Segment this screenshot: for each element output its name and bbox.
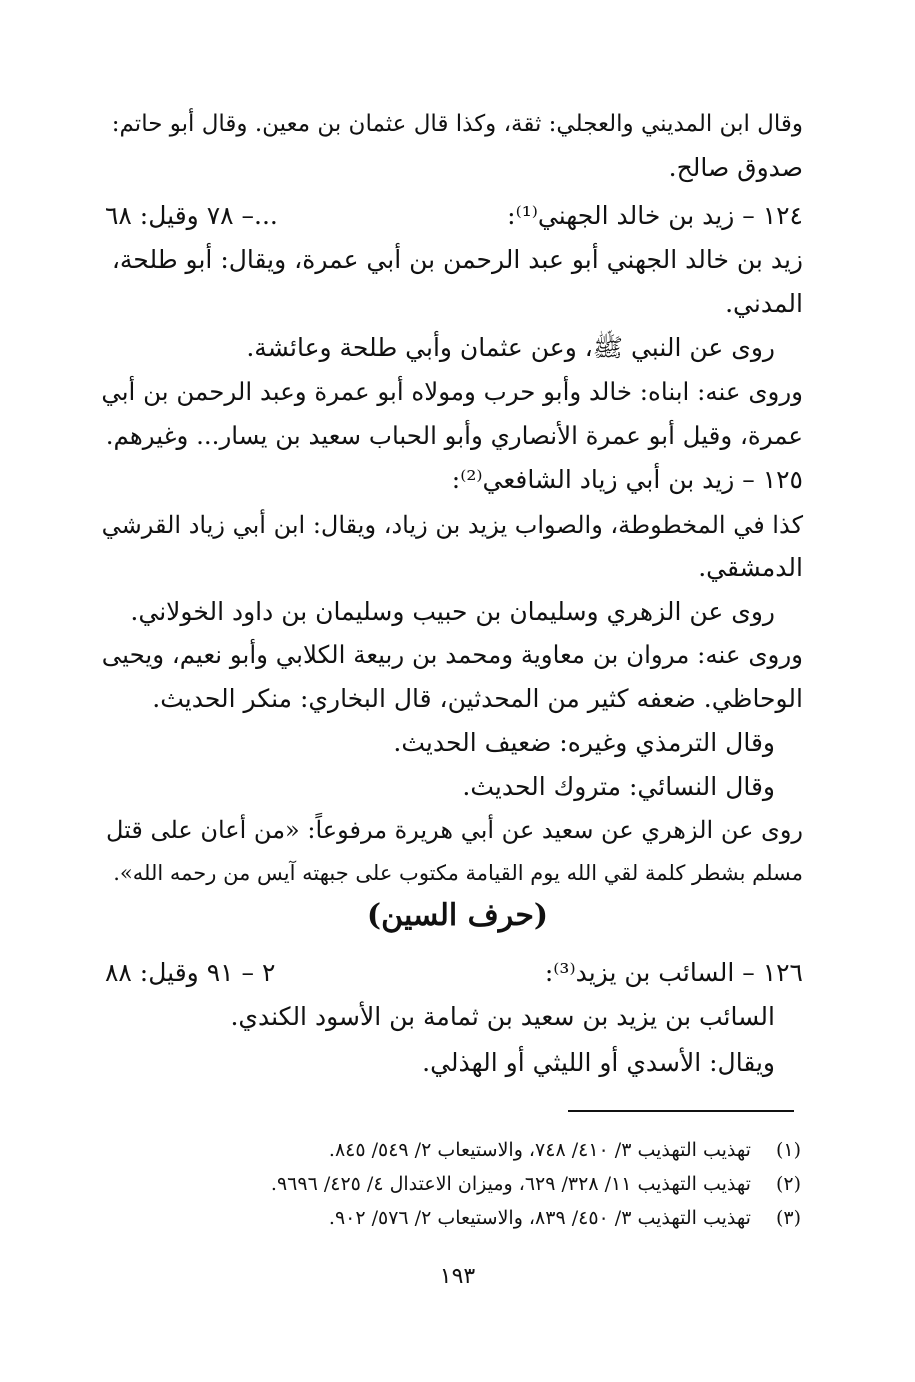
footnote-text: تهذيب التهذيب ١١/ ٣٢٨/ ٦٢٩، وميزان الاعتدال ٤/ ٤٢٥/ ٩٦٩٦. — [270, 1173, 751, 1195]
footnote — [329, 1203, 801, 1233]
section-heading: (حرف السين) — [366, 898, 549, 933]
body-line: عمرة، وقيل أبو عمرة الأنصاري وأبو الحباب سعيد بن يسار... وغيرهم. — [105, 421, 803, 450]
body-line: وروى عنه: مروان بن معاوية ومحمد بن ربيعة الكلابي وأبو نعيم، ويحيى — [101, 640, 803, 669]
footnote-text: تهذيب التهذيب ٣/ ٤١٠/ ٧٤٨، والاستيعاب ٢/ ٥٤٩/ ٨٤٥. — [328, 1139, 751, 1161]
page-number: ١٩٣ — [439, 1264, 476, 1289]
entry-title: ١٢٦ – السائب بن يزيد⁽³⁾: — [544, 958, 803, 987]
body-line: وقال ابن المديني والعجلي: ثقة، وكذا قال عثمان بن معين. وقال أبو حاتم: — [111, 111, 803, 137]
entry-title: ١٢٤ – زيد بن خالد الجهني⁽¹⁾: — [507, 201, 803, 230]
entry-dates: ...– ٧٨ وقيل: ٦٨ — [105, 201, 278, 230]
footnote-number: (٢) — [775, 1173, 801, 1195]
footnote-divider — [568, 1110, 794, 1112]
body-line: ويقال: الأسدي أو الليثي أو الهذلي. — [422, 1048, 775, 1077]
body-line: السائب بن يزيد بن سعيد بن ثمامة بن الأسود الكندي. — [230, 1002, 775, 1031]
body-line: الوحاظي. ضعفه كثير من المحدثين، قال البخاري: منكر الحديث. — [152, 684, 803, 713]
body-line: وقال الترمذي وغيره: ضعيف الحديث. — [393, 728, 775, 757]
body-line: الدمشقي. — [698, 553, 803, 582]
body-line: روى عن الزهري وسليمان بن حبيب وسليمان بن داود الخولاني. — [130, 597, 775, 626]
body-line: زيد بن خالد الجهني أبو عبد الرحمن بن أبي عمرة، ويقال: أبو طلحة، — [111, 245, 803, 274]
body-line: وقال النسائي: متروك الحديث. — [462, 772, 775, 801]
body-line: كذا في المخطوطة، والصواب يزيد بن زياد، ويقال: ابن أبي زياد القرشي — [101, 511, 803, 539]
footnote — [271, 1169, 801, 1199]
footnote — [329, 1135, 801, 1165]
body-line: مسلم بشطر كلمة لقي الله يوم القيامة مكتوب على جبهته آيس من رحمه الله». — [113, 861, 803, 885]
footnote-number: (١) — [775, 1139, 801, 1161]
body-line: روى عن النبي ﷺ، وعن عثمان وأبي طلحة وعائشة. — [246, 333, 775, 362]
footnote-number: (٣) — [775, 1207, 801, 1229]
body-line: روى عن الزهري عن سعيد عن أبي هريرة مرفوعاً: «من أعان على قتل — [105, 816, 803, 844]
entry-124-header — [105, 198, 803, 234]
entry-dates: ٢ – ٩١ وقيل: ٨٨ — [105, 958, 276, 987]
body-line: وروى عنه: ابناه: خالد وأبو حرب ومولاه أبو عمرة وعبد الرحمن بن أبي — [101, 377, 803, 406]
entry-126-header — [105, 955, 803, 991]
footnote-text: تهذيب التهذيب ٣/ ٤٥٠/ ٨٣٩، والاستيعاب ٢/ ٥٧٦/ ٩٠٢. — [328, 1207, 751, 1229]
entry-125-title: ١٢٥ – زيد بن أبي زياد الشافعي⁽²⁾: — [451, 465, 803, 494]
body-line: صدوق صالح. — [668, 153, 803, 182]
body-line: المدني. — [725, 289, 803, 318]
